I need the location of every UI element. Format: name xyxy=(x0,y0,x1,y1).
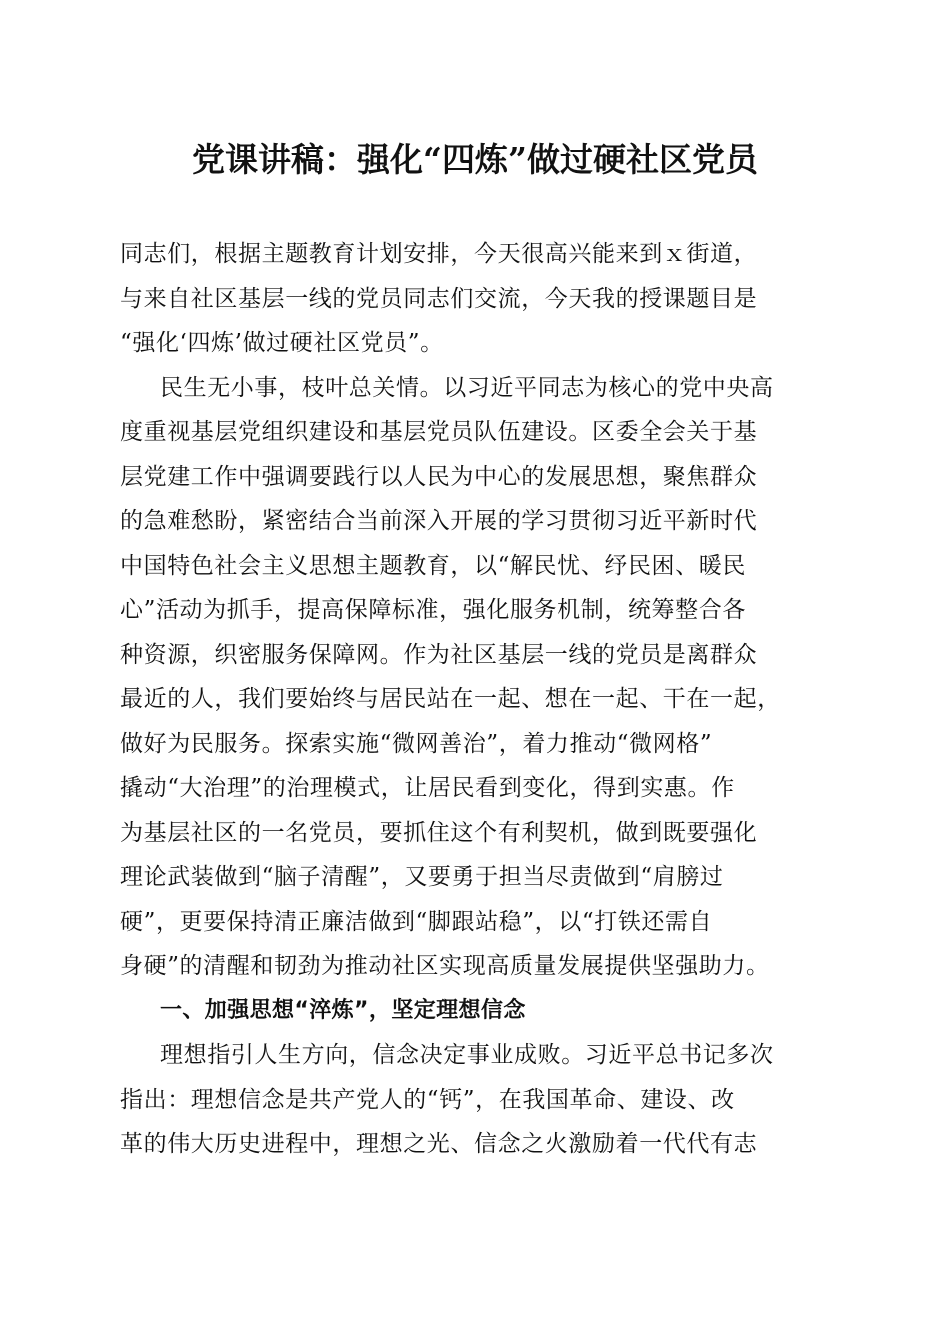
paragraph-line: 撬动“大治理”的治理模式，让居民看到变化，得到实惠。作 xyxy=(120,775,735,801)
paragraph-line: 同志们，根据主题教育计划安排，今天很高兴能来到ｘ街道， xyxy=(120,241,758,267)
paragraph-line: 革的伟大历史进程中，理想之光、信念之火激励着一代代有志 xyxy=(120,1131,758,1157)
paragraph-line: 心”活动为抓手，提高保障标准，强化服务机制，统筹整合各 xyxy=(120,597,746,623)
paragraph-line: 民生无小事，枝叶总关情。以习近平同志为核心的党中央高 xyxy=(160,374,774,401)
paragraph-line: 理想指引人生方向，信念决定事业成败。习近平总书记多次 xyxy=(160,1042,774,1068)
paragraph-line: 为基层社区的一名党员，要抓住这个有利契机，做到既要强化 xyxy=(120,819,758,846)
paragraph-line: 种资源，织密服务保障网。作为社区基层一线的党员是离群众 xyxy=(120,641,758,668)
paragraph-line: 的急难愁盼，紧密结合当前深入开展的学习贯彻习近平新时代 xyxy=(120,508,758,534)
paragraph-ideals xyxy=(120,1033,832,1167)
section-heading-text: 一、加强思想“淬炼”，坚定理想信念 xyxy=(160,997,526,1023)
paragraph-line: 与来自社区基层一线的党员同志们交流，今天我的授课题目是 xyxy=(120,285,758,312)
document-title: 党课讲稿：强化“四炼”做过硬社区党员 xyxy=(192,140,758,179)
paragraph-line: 身硬”的清醒和韧劲为推动社区实现高质量发展提供坚强助力。 xyxy=(120,953,770,979)
paragraph-line: 指出：理想信念是共产党人的“钙”，在我国革命、建设、改 xyxy=(120,1086,735,1113)
paragraph-line: 度重视基层党组织建设和基层党员队伍建设。区委全会关于基 xyxy=(120,419,758,445)
paragraph-intro xyxy=(120,232,832,366)
section-heading xyxy=(120,989,832,1034)
paragraph-line: 理论武装做到“脑子清醒”，又要勇于担当尽责做到“肩膀过 xyxy=(120,864,724,890)
paragraph-line: 层党建工作中强调要践行以人民为中心的发展思想，聚焦群众 xyxy=(120,463,758,490)
paragraph-line: 最近的人，我们要始终与居民站在一起、想在一起、干在一起， xyxy=(120,686,781,712)
document-body xyxy=(120,232,832,1167)
paragraph-line: 中国特色社会主义思想主题教育，以“解民忧、纾民困、暖民 xyxy=(120,552,746,579)
paragraph-line: “强化‘四炼’做过硬社区党员”。 xyxy=(120,330,444,356)
paragraph-line: 做好为民服务。探索实施“微网善治”，着力推动“微网格” xyxy=(120,730,713,757)
paragraph-livelihood xyxy=(120,366,832,989)
paragraph-line: 硬”，更要保持清正廉洁做到“脚跟站稳”，以“打铁还需自 xyxy=(120,908,713,935)
